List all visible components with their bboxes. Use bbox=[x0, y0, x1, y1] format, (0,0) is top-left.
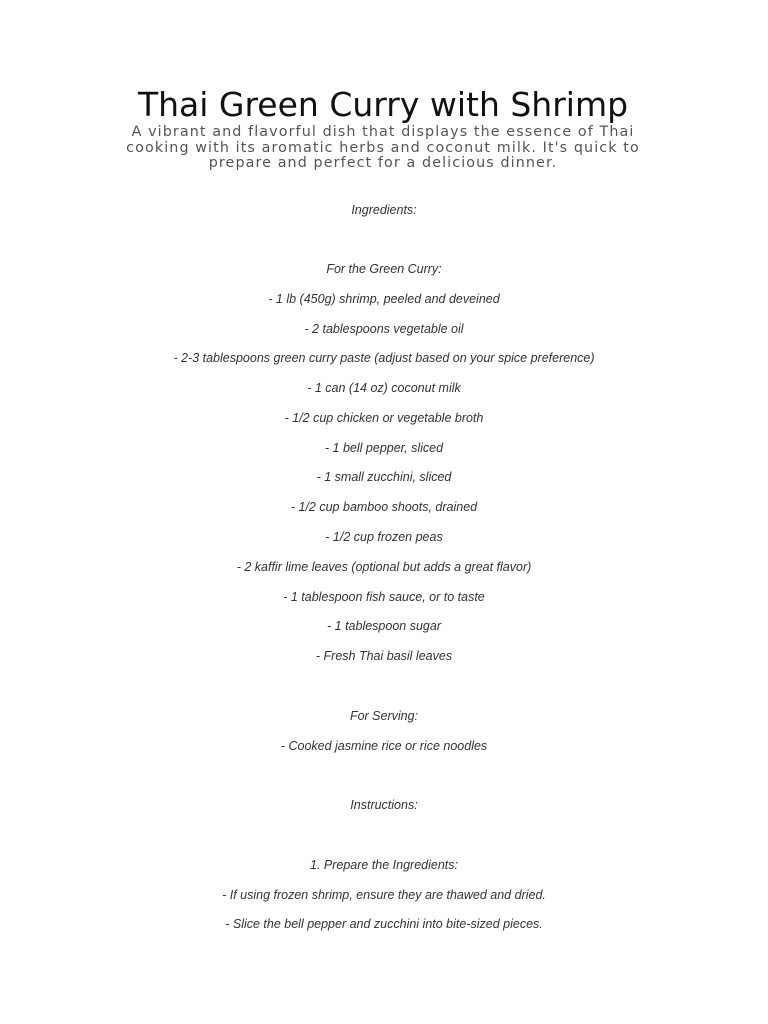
step-heading: 1. Prepare the Ingredients: bbox=[309, 858, 458, 872]
ingredient-item: - 1/2 cup chicken or vegetable broth bbox=[284, 411, 484, 425]
ingredient-item: - 1 lb (450g) shrimp, peeled and deveined bbox=[268, 292, 500, 306]
recipe-title: Thai Green Curry with Shrimp bbox=[137, 85, 629, 124]
green-curry-heading: For the Green Curry: bbox=[326, 262, 442, 276]
ingredient-item: - 2-3 tablespoons green curry paste (adjust based on your spice preference) bbox=[173, 351, 595, 365]
ingredient-item: - 1/2 cup frozen peas bbox=[325, 530, 443, 544]
ingredient-item: - 2 tablespoons vegetable oil bbox=[304, 322, 464, 336]
step-item: - If using frozen shrimp, ensure they are thawed and dried. bbox=[222, 888, 546, 902]
step-item: - Slice the bell pepper and zucchini into bite-sized pieces. bbox=[225, 917, 543, 931]
ingredient-item: - 1 tablespoon fish sauce, or to taste bbox=[283, 590, 485, 604]
ingredient-item: - 1 tablespoon sugar bbox=[327, 619, 441, 633]
serving-heading: For Serving: bbox=[349, 709, 419, 723]
ingredient-item: - Fresh Thai basil leaves bbox=[315, 649, 453, 663]
ingredient-item: - 1 bell pepper, sliced bbox=[324, 441, 444, 455]
recipe-description: A vibrant and flavorful dish that displays the essence of Thai cooking with its aromatic herbs and coconut milk. It's quick to prepare and perfect for a delicious dinner. bbox=[126, 124, 640, 172]
ingredient-item: - 1 can (14 oz) coconut milk bbox=[307, 381, 461, 395]
ingredient-item: - 1 small zucchini, sliced bbox=[316, 470, 452, 484]
instructions-heading: Instructions: bbox=[350, 798, 418, 812]
ingredient-item: - 1/2 cup bamboo shoots, drained bbox=[290, 500, 478, 514]
serving-item: - Cooked jasmine rice or rice noodles bbox=[280, 739, 488, 753]
ingredient-item: - 2 kaffir lime leaves (optional but adds a great flavor) bbox=[236, 560, 532, 574]
ingredients-heading: Ingredients: bbox=[351, 203, 417, 217]
